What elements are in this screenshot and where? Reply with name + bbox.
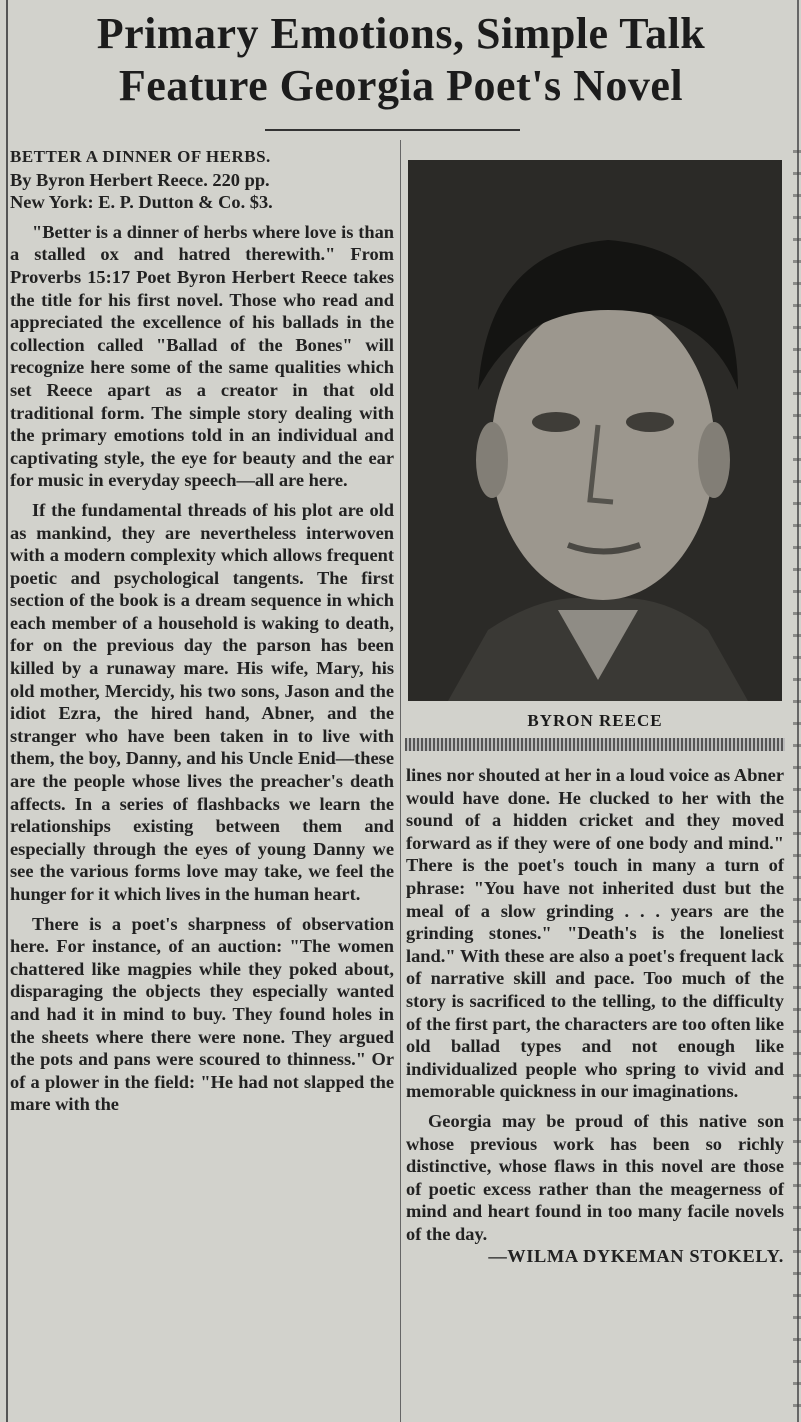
portrait-illustration [408, 160, 782, 701]
column-divider [400, 140, 401, 1422]
article-column-1 [10, 146, 394, 1116]
paragraph: There is a poet's sharpness of observation here. For instance, of an auction: "The women chattered like magpies while they poked about, disparaging the objects they especially wanted and had it in mind to buy. They found holes in the sheets where there were none. They argued the pots and pans were scoured to thinness." Or of a plower in the field: "He had not slapped the mare with the [10, 913, 394, 1115]
book-title: BETTER A DINNER OF HERBS. [10, 147, 271, 166]
headline-divider [265, 129, 520, 131]
book-author-line: By Byron Herbert Reece. 220 pp. [10, 169, 270, 190]
author-portrait-photo [408, 160, 782, 701]
paragraph: "Better is a dinner of herbs where love is than a stalled ox and hatred therewith." From Proverbs 15:17 Poet Byron Herbert Reece takes the title for his first novel. Those who read and appreciated the excellence of his ballads in the collection called "Ballad of the Bones" will recognize here some of the same qualities which set Reece apart as a creator in that old traditional form. The simple story dealing with the primary emotions told in an individual and captivating style, the eye for beauty and the ear for music in everyday speech—all are here. [10, 221, 394, 491]
book-publisher-line: New York: E. P. Dutton & Co. $3. [10, 192, 273, 213]
byline: —WILMA DYKEMAN STOKELY. [488, 1246, 784, 1267]
photo-caption: BYRON REECE [527, 711, 663, 730]
paragraph: lines nor shouted at her in a loud voice as Abner would have done. He clucked to her with the sound of a hidden cricket and they moved forward as if they were of one body and mind." There is the poet's touch in many a turn of phrase: "You have not inherited dust but the meal of a slow grinding . . . years are the grinding stones." "Death's is the loneliest land." With these are also a poet's frequent lack of narrative skill and pace. Too much of the story is sacrificed to the telling, to the difficulty of the first part, the characters are too often like old ballad types and not enough like individualized people who spring to vivid and memorable quickness in our imaginations. [406, 765, 784, 1102]
bibliography [10, 146, 394, 214]
left-column-rule [6, 0, 8, 1422]
headline [14, 8, 788, 112]
adjacent-column-scraps [793, 150, 801, 1410]
headline-line-2: Feature Georgia Poet's Novel [118, 61, 684, 110]
paragraph: If the fundamental threads of his plot are old as mankind, they are nevertheless interwoven with a modern complexity which allows frequent poetic and psychological tangents. The first section of the book is a dream sequence in which each member of a household is waking to death, for on the previous day the parson has been killed by a runaway mare. His wife, Mary, his old mother, Mercidy, his two sons, Jason and the idiot Ezra, the hired hand, Abner, and the stranger who have been taken in to live with them, the boy, Danny, and his Uncle Enid—these are the people whose lives the preacher's death affects. In a series of flashbacks we learn the relationships existing between them and especially through the eyes of young Danny we see the various forms love may take, we feel the hunger for it which lives in the human heart. [10, 499, 394, 904]
article-column-2 [406, 764, 784, 1268]
paragraph: Georgia may be proud of this native son whose previous work has been so richly distinctive, whose flaws in this novel are those of poetic excess rather than the meagerness of mind and heart found in too many facile novels of the day. [406, 1110, 784, 1244]
caption-hatch-rule [405, 738, 785, 751]
headline-line-1: Primary Emotions, Simple Talk [96, 9, 706, 58]
